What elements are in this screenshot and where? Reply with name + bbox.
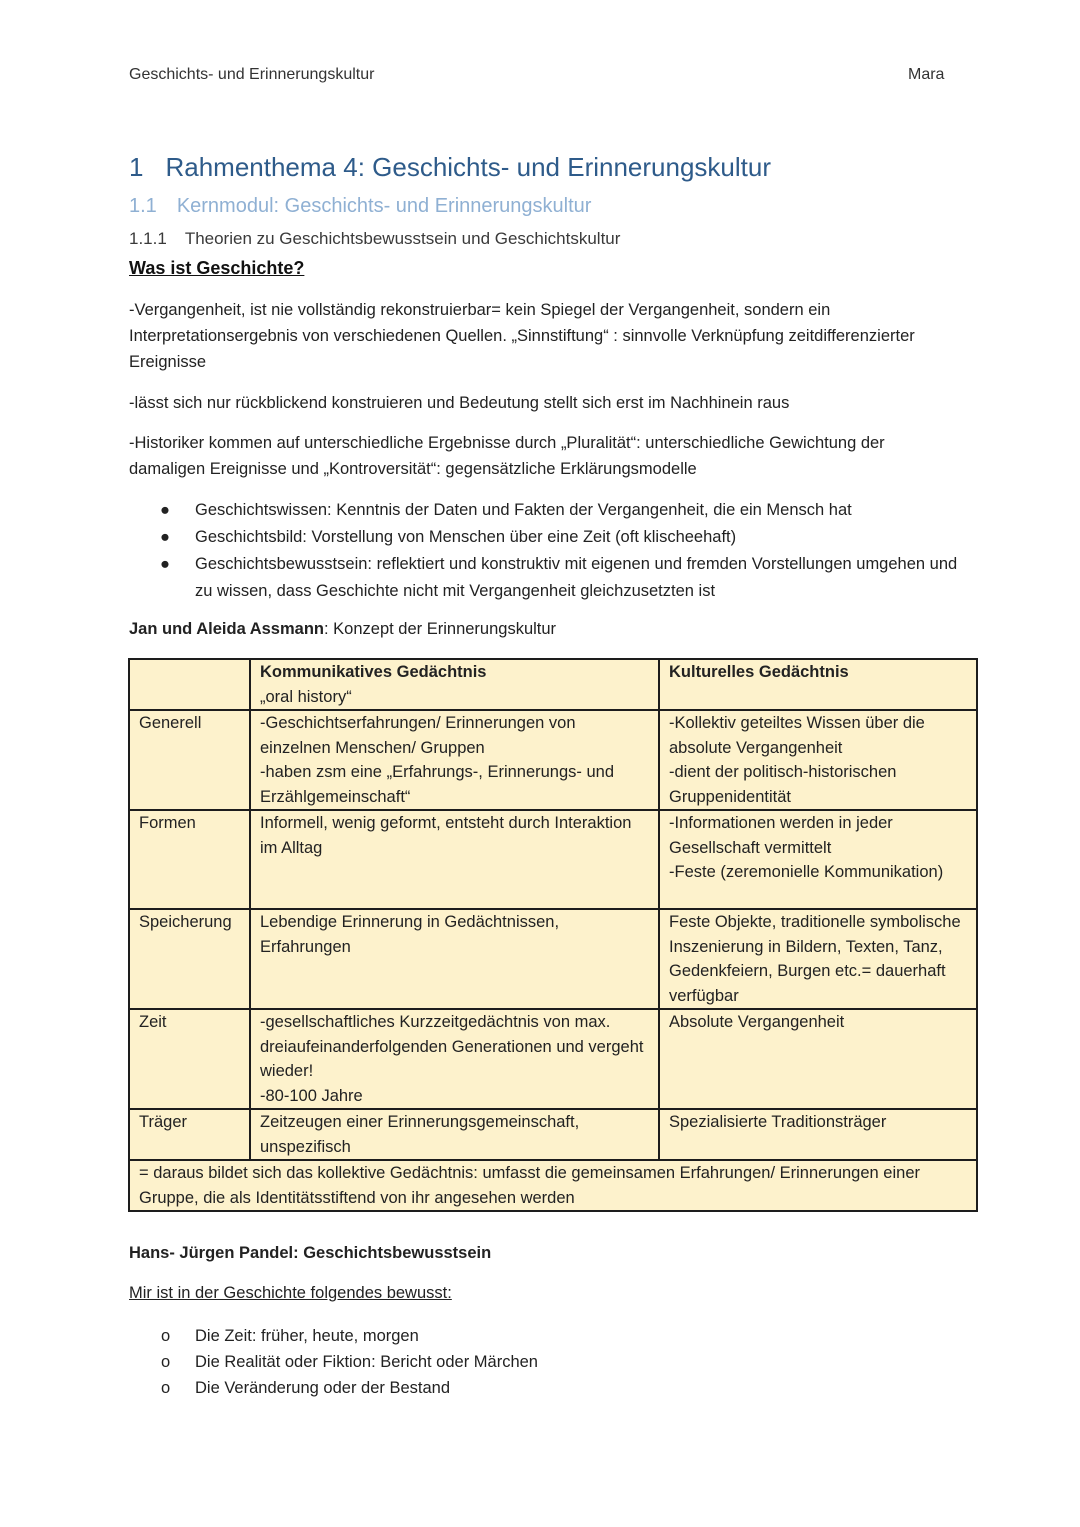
heading-2-text: Kernmodul: Geschichts- und Erinnerungskultur bbox=[176, 195, 592, 217]
row-communicative-cell: -gesellschaftliches Kurzzeitgedächtnis von max. dreiaufeinanderfolgenden Generationen und vergeht wieder! -80-100 Jahre bbox=[250, 1009, 659, 1109]
assmann-caption-rest: : Konzept der Erinnerungskultur bbox=[324, 620, 557, 638]
table-row bbox=[129, 710, 977, 810]
row-cultural-cell: Absolute Vergangenheit bbox=[659, 1009, 977, 1109]
row-label: Generell bbox=[129, 710, 250, 810]
bullet-icon: ● bbox=[160, 528, 170, 546]
heading-2 bbox=[129, 195, 591, 218]
table-footer-row bbox=[129, 1160, 977, 1211]
table-corner-cell bbox=[129, 659, 250, 710]
list-item: o Die Veränderung oder der Bestand bbox=[129, 1375, 959, 1401]
table-header-cultural: Kulturelles Gedächtnis bbox=[659, 659, 977, 710]
row-label: Träger bbox=[129, 1109, 250, 1160]
table-header-row bbox=[129, 659, 977, 710]
table-row bbox=[129, 1009, 977, 1109]
table-header-communicative: Kommunikatives Gedächtnis „oral history“ bbox=[250, 659, 659, 710]
row-communicative-cell: Lebendige Erinnerung in Gedächtnissen, Erfahrungen bbox=[250, 909, 659, 1009]
assmann-caption bbox=[129, 620, 556, 639]
page-header-author: Mara bbox=[908, 66, 945, 83]
section-question-heading: Was ist Geschichte? bbox=[129, 258, 305, 278]
list-item: o Die Zeit: früher, heute, morgen bbox=[129, 1323, 959, 1349]
table-row bbox=[129, 810, 977, 909]
heading-2-number: 1.1 bbox=[129, 195, 157, 217]
paragraph-definition: -Vergangenheit, ist nie vollständig rekonstruierbar= kein Spiegel der Vergangenheit, sondern ein Interpretationsergebnis von verschiedenen Quellen. „Sinnstiftung“ : sinnvolle Verknüpfung zeitdifferenzierter Ereignisse bbox=[129, 301, 915, 371]
heading-3 bbox=[129, 229, 620, 249]
row-communicative-cell: Informell, wenig geformt, entsteht durch Interaktion im Alltag bbox=[250, 810, 659, 909]
pandel-heading: Hans- Jürgen Pandel: Geschichtsbewusstsein bbox=[129, 1244, 492, 1262]
list-item: ● Geschichtsbild: Vorstellung von Menschen über eine Zeit (oft klischeehaft) bbox=[129, 524, 959, 551]
list-item: ● Geschichtsbewusstsein: reflektiert und konstruktiv mit eigenen und fremden Vorstellungen umgehen und zu wissen, dass Geschichte nicht mit Vergangenheit gleichzusetzten ist bbox=[129, 551, 959, 605]
heading-3-number: 1.1.1 bbox=[129, 229, 167, 248]
heading-1 bbox=[129, 152, 771, 183]
circle-bullet-icon: o bbox=[161, 1353, 171, 1371]
table-row bbox=[129, 909, 977, 1009]
row-communicative-cell: Zeitzeugen einer Erinnerungsgemeinschaft, unspezifisch bbox=[250, 1109, 659, 1160]
table-row bbox=[129, 1109, 977, 1160]
heading-1-text: Rahmenthema 4: Geschichts- und Erinnerungskultur bbox=[165, 152, 771, 182]
paragraph-historians: -Historiker kommen auf unterschiedliche Ergebnisse durch „Pluralität“: unterschiedliche Gewichtung der damaligen Ereignisse und „Kontroversität“: gegensätzliche Erklärungsmodelle bbox=[129, 434, 885, 478]
row-cultural-cell: -Informationen werden in jeder Gesellschaft vermittelt -Feste (zeremonielle Kommunikation) bbox=[659, 810, 977, 909]
circle-bullet-icon: o bbox=[161, 1327, 171, 1345]
paragraph-retrospective: -lässt sich nur rückblickend konstruieren und Bedeutung stellt sich erst im Nachhinein raus bbox=[129, 394, 790, 412]
bullet-icon: ● bbox=[160, 501, 170, 519]
pandel-list bbox=[129, 1323, 959, 1401]
row-label: Zeit bbox=[129, 1009, 250, 1109]
row-label: Formen bbox=[129, 810, 250, 909]
list-item: ● Geschichtswissen: Kenntnis der Daten und Fakten der Vergangenheit, die ein Mensch hat bbox=[129, 497, 959, 524]
row-cultural-cell: Spezialisierte Traditionsträger bbox=[659, 1109, 977, 1160]
list-item: o Die Realität oder Fiktion: Bericht oder Märchen bbox=[129, 1349, 959, 1375]
row-label: Speicherung bbox=[129, 909, 250, 1009]
bullet-icon: ● bbox=[160, 555, 170, 573]
bullet-list bbox=[129, 497, 959, 605]
pandel-intro: Mir ist in der Geschichte folgendes bewusst: bbox=[129, 1284, 452, 1302]
table-summary-cell: = daraus bildet sich das kollektive Gedächtnis: umfasst die gemeinsamen Erfahrungen/ Erinnerungen einer Gruppe, die als Identitätsstiftend von ihr angesehen werden bbox=[129, 1160, 977, 1211]
circle-bullet-icon: o bbox=[161, 1379, 171, 1397]
heading-1-number: 1 bbox=[129, 152, 144, 182]
memory-comparison-table bbox=[128, 658, 978, 1212]
row-communicative-cell: -Geschichtserfahrungen/ Erinnerungen von einzelnen Menschen/ Gruppen -haben zsm eine „Erfahrungs-, Erinnerungs- und Erzählgemeinschaft“ bbox=[250, 710, 659, 810]
assmann-authors: Jan und Aleida Assmann bbox=[129, 620, 324, 638]
row-cultural-cell: -Kollektiv geteiltes Wissen über die absolute Vergangenheit -dient der politisch-historischen Gruppenidentität bbox=[659, 710, 977, 810]
heading-3-text: Theorien zu Geschichtsbewusstsein und Geschichtskultur bbox=[184, 229, 621, 248]
page-header-title: Geschichts- und Erinnerungskultur bbox=[129, 66, 375, 83]
row-cultural-cell: Feste Objekte, traditionelle symbolische Inszenierung in Bildern, Texten, Tanz, Gedenkfeiern, Burgen etc.= dauerhaft verfügbar bbox=[659, 909, 977, 1009]
